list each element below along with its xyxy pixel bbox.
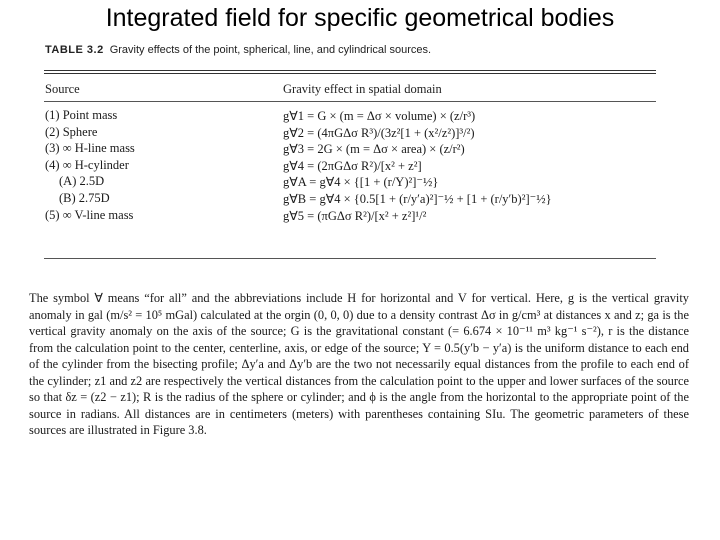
- slide-title: Integrated field for specific geometrical bodies: [105, 4, 615, 32]
- row-effect: g∀A = g∀4 × {[1 + (r/Y)²]⁻½}: [283, 175, 439, 190]
- table-row: [45, 158, 665, 175]
- row-source: (1) Point mass: [45, 108, 118, 122]
- row-source: (2) Sphere: [45, 124, 98, 139]
- row-source: (5) ∞ V-line mass: [45, 207, 134, 222]
- table-caption: [45, 44, 431, 56]
- table-top-rule-double: [44, 73, 656, 74]
- row-source: (B) 2.75D: [59, 190, 110, 205]
- row-effect: g∀5 = (πGΔσ R²)/[x² + z²]¹/²: [283, 208, 427, 223]
- table-row: [45, 208, 665, 225]
- row-effect: g∀B = g∀4 × {0.5[1 + (r/y′a)²]⁻½ + [1 + (r/y′b)²]⁻½}: [283, 191, 552, 206]
- table-row: [45, 125, 665, 142]
- table-top-rule: [44, 70, 656, 71]
- table-row: [45, 108, 665, 125]
- row-effect: g∀2 = (4πGΔσ R³)/(3z²[1 + (x²/z²)]³/²): [283, 125, 475, 140]
- column-header-source: Source: [45, 82, 80, 96]
- row-source: (A) 2.5D: [59, 174, 105, 189]
- table-row: [45, 191, 665, 208]
- table-body: [45, 108, 665, 224]
- row-effect: g∀4 = (2πGΔσ R²)/[x² + z²]: [283, 158, 422, 173]
- table-footnote: The symbol ∀ means “for all” and the abbreviations include H for horizontal and V for vertical. Here, g is the vertical gravity anomaly in gal (m/s² = 10⁵ mGal) calculated at the orgin (0, 0, 0) due to a density contrast Δσ in g/cm³ at distances x and z; ga is the vertical gravity anomaly on the axis of the source; G is the gravitational constant (= 6.674 × 10⁻¹¹ m³ kg⁻¹ s⁻²), r is the distance from the calculation point to the center, centerline, axis, or edge of the source; Y = 0.5(y′b − y′a) is the uniform distance to each end of the cylinder from the bisecting profile; Δy′a and Δy′b are the two not necessarily equal distances from the profile to each end of the cylinder; z1 and z2 are respectively the vertical distances from the calculation point to the upper and lower surfaces of the source so that δz = (z2 − z1); R is the radius of the sphere or cylinder; and ϕ is the angle from the horizontal to the appropriate point of the source in radians. All distances are in centimeters (meters) with parentheses containing SIu. The geometric parameters of these sources are illustrated in Figure 3.8.: [29, 291, 689, 437]
- row-effect: g∀1 = G × (m = Δσ × volume) × (z/r³): [283, 109, 476, 123]
- table-label: TABLE 3.2: [45, 44, 104, 56]
- table-bottom-rule: [44, 258, 656, 259]
- table-caption-text: Gravity effects of the point, spherical, line, and cylindrical sources.: [109, 44, 432, 56]
- column-header-gravity-effect: Gravity effect in spatial domain: [283, 82, 442, 96]
- row-source: (4) ∞ H-cylinder: [45, 157, 129, 172]
- table-row: [45, 141, 665, 158]
- header-rule: [44, 101, 656, 102]
- row-source: (3) ∞ H-line mass: [45, 141, 135, 156]
- table-row: [45, 174, 665, 191]
- row-effect: g∀3 = 2G × (m = Δσ × area) × (z/r²): [283, 142, 465, 157]
